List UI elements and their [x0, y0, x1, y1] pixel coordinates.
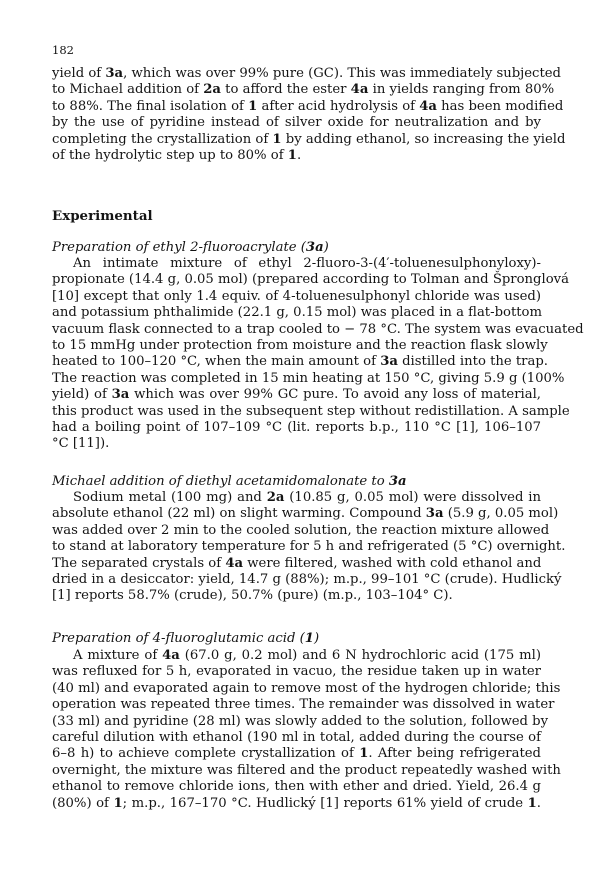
- text-line: heated to 100–120 °C, when the main amount of 3a distilled into the trap.: [52, 354, 548, 370]
- section-body-michael: [52, 490, 566, 605]
- text-line: was refluxed for 5 h, evaporated in vacuo, the residue taken up in water: [52, 664, 541, 680]
- text-line: vacuum flask connected to a trap cooled to − 78 °C. The system was evacuated: [52, 321, 584, 337]
- text-line: was added over 2 min to the cooled solution, the reaction mixture allowed: [52, 522, 550, 538]
- intro-paragraph: [52, 66, 566, 164]
- text-line: to 88%. The final isolation of 1 after acid hydrolysis of 4a has been modified: [52, 98, 564, 114]
- text-line: this product was used in the subsequent step without redistillation. A sample: [52, 403, 570, 419]
- text-line: dried in a desiccator: yield, 14.7 g (88%); m.p., 99–101 °C (crude). Hudlický: [52, 571, 562, 587]
- text-line: yield of 3a, which was over 99% pure (GC). This was immediately subjected: [52, 66, 561, 81]
- text-line: to stand at laboratory temperature for 5 h and refrigerated (5 °C) overnight.: [52, 539, 566, 555]
- text-line: A mixture of 4a (67.0 g, 0.2 mol) and 6 N hydrochloric acid (175 ml): [73, 648, 541, 663]
- text-line: (80%) of 1; m.p., 167–170 °C. Hudlický [1] reports 61% yield of crude 1.: [52, 795, 541, 811]
- text-line: overnight, the mixture was filtered and the product repeatedly washed with: [52, 762, 561, 778]
- text-line: careful dilution with ethanol (190 ml in total, added during the course of: [52, 729, 541, 745]
- text-line: 6–8 h) to achieve complete crystallization of 1. After being refrigerated: [52, 746, 541, 762]
- text-line: [1] reports 58.7% (crude), 50.7% (pure) (m.p., 103–104° C).: [52, 588, 453, 604]
- text-line: of the hydrolytic step up to 80% of 1.: [52, 147, 302, 163]
- text-line: absolute ethanol (22 ml) on slight warming. Compound 3a (5.9 g, 0.05 mol): [52, 506, 559, 522]
- text-line: (40 ml) and evaporated again to remove most of the hydrogen chloride; this: [52, 680, 561, 696]
- page-number: 182: [52, 43, 74, 57]
- text-line: propionate (14.4 g, 0.05 mol) (prepared according to Tolman and Špronglová: [52, 272, 569, 288]
- text-line: ethanol to remove chloride ions, then with ether and dried. Yield, 26.4 g: [52, 779, 541, 795]
- text-line: by the use of pyridine instead of silver oxide for neutralization and by: [52, 115, 541, 131]
- experimental-heading: Experimental: [52, 208, 153, 224]
- text-line: to 15 mmHg under protection from moisture and the reaction flask slowly: [52, 337, 548, 353]
- text-line: [10] except that only 1.4 equiv. of 4-toluenesulphonyl chloride was used): [52, 288, 541, 304]
- text-line: operation was repeated three times. The remainder was dissolved in water: [52, 697, 555, 713]
- text-line: and potassium phthalimide (22.1 g, 0.15 mol) was placed in a flat-bottom: [52, 305, 542, 321]
- section-heading-glutamic: Preparation of 4-fluoroglutamic acid (1): [52, 631, 320, 646]
- text-line: (33 ml) and pyridine (28 ml) was slowly added to the solution, followed by: [52, 713, 549, 729]
- text-line: The reaction was completed in 15 min heating at 150 °C, giving 5.9 g (100%: [52, 370, 565, 386]
- text-line: yield) of 3a which was over 99% GC pure. To avoid any loss of material,: [52, 387, 542, 403]
- section-body-glutamic: [52, 648, 561, 812]
- section-body-3a: [52, 256, 584, 453]
- text-line: to Michael addition of 2a to afford the ester 4a in yields ranging from 80%: [52, 82, 555, 98]
- text-line: had a boiling point of 107–109 °C (lit. reports b.p., 110 °C [1], 106–107: [52, 419, 541, 435]
- section-heading-3a: Preparation of ethyl 2-fluoroacrylate (3a): [52, 240, 329, 255]
- text-line: °C [11]).: [52, 436, 110, 452]
- text-line: An intimate mixture of ethyl 2-fluoro-3-(4′-toluenesulphonyloxy)-: [73, 256, 541, 271]
- section-heading-michael: Michael addition of diethyl acetamidomalonate to 3a: [52, 474, 407, 489]
- text-line: completing the crystallization of 1 by adding ethanol, so increasing the yield: [52, 131, 566, 147]
- text-line: Sodium metal (100 mg) and 2a (10.85 g, 0.05 mol) were dissolved in: [73, 490, 541, 505]
- text-line: The separated crystals of 4a were filtered, washed with cold ethanol and: [52, 555, 542, 571]
